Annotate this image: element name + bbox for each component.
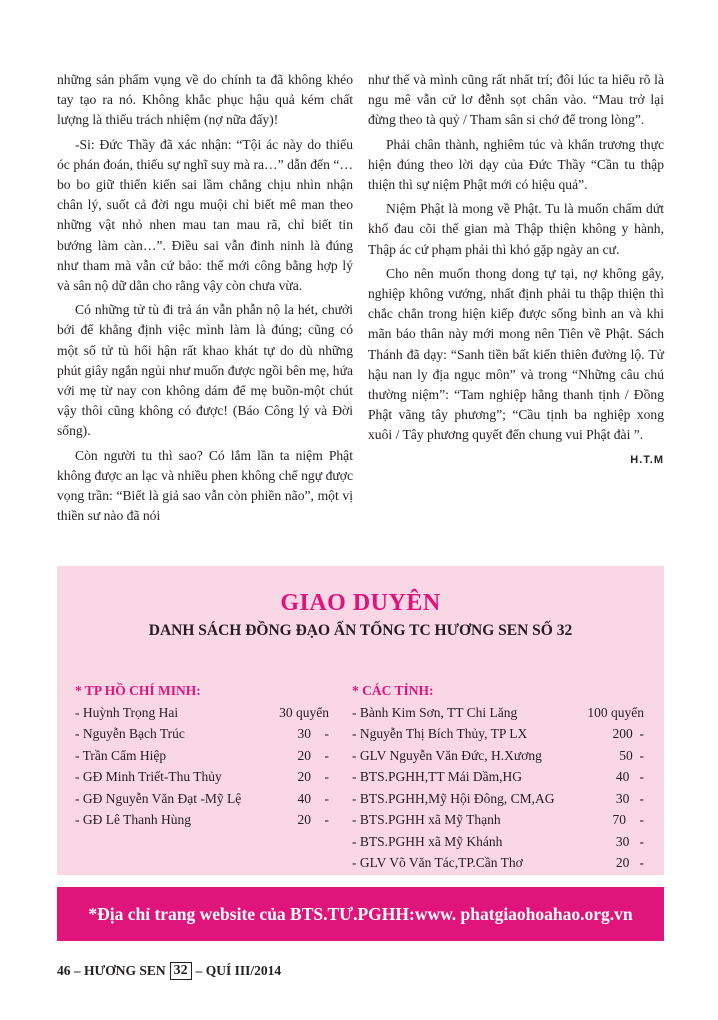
donor-amount: 30 - — [615, 790, 644, 806]
donor-row — [352, 788, 652, 810]
provinces-donor-list — [352, 680, 652, 874]
donor-amount: 20 - — [297, 747, 329, 763]
giao-duyen-title: GIAO DUYÊN — [280, 590, 441, 616]
donor-row — [352, 852, 652, 874]
article-paragraph: Phải chân thành, nghiêm túc và khẩn trương thực hiện đúng theo lời dạy của Đức Thầy “Cần tu thập thiện thì sự niệm Phật mới có hiệu quả”. — [368, 136, 664, 193]
donor-row — [352, 831, 652, 853]
donor-amount: 70 - — [612, 812, 644, 827]
donor-row — [352, 745, 652, 767]
donor-name: - BTS.PGHH,Mỹ Hội Đông, CM,AG — [352, 790, 555, 806]
footer-page-magazine: 46 – HƯƠNG SEN — [57, 963, 166, 978]
article-paragraph: Còn người tu thì sao? Có lắm lần ta niệm Phật không được an lạc và nhiều phen không chế ngự được vọng trần: “Biết là giả sao vẫn còn phiền não”, một vị thiền sư nào đã nói — [57, 447, 353, 524]
donor-name: - BTS.PGHH xã Mỹ Khánh — [352, 833, 503, 849]
donor-amount: 20 - — [615, 855, 644, 870]
donor-name: - Nguyễn Bạch Trúc — [75, 726, 185, 741]
donor-row — [75, 788, 337, 810]
donor-name: - GLV Nguyễn Văn Đức, H.Xương — [352, 747, 542, 763]
donor-name: - Bành Kim Sơn, TT Chi Lăng — [352, 704, 518, 720]
donor-name: - Huỳnh Trọng Hai — [75, 704, 179, 720]
donor-amount: 200 - — [612, 726, 644, 741]
article-right-column — [368, 70, 664, 470]
article-paragraph: như thế và mình cũng rất nhất trí; đôi lúc ta hiểu rõ là ngu mê vẫn cứ lơ đễnh sọt chân vào. “Mau trở lại đừng theo tà quỷ / Tham sân si chớ để trong lòng”. — [368, 72, 664, 128]
donor-amount: 20 - — [297, 769, 329, 784]
donor-name: - GLV Võ Văn Tác,TP.Cần Thơ — [352, 855, 523, 870]
provinces-heading: * CÁC TỈNH: — [352, 683, 434, 698]
donor-amount: 20 - — [297, 812, 329, 827]
donor-row — [75, 745, 337, 767]
donor-name: - GĐ Minh Triết-Thu Thủy — [75, 769, 222, 784]
donor-name: - GĐ Nguyễn Văn Đạt -Mỹ Lệ — [75, 790, 242, 806]
issue-number-box: 32 — [170, 962, 192, 980]
donor-amount: 50 - — [619, 747, 644, 763]
hcm-donor-list — [75, 680, 337, 831]
page-footer — [57, 962, 281, 980]
donor-amount: 30 - — [615, 833, 644, 849]
donor-amount: 30 quyển — [279, 704, 329, 720]
donor-amount: 100 quyển — [587, 704, 644, 720]
article-paragraph: Niệm Phật là mong về Phật. Tu là muốn chấm dứt khổ đau cõi thế gian mà Thập thiện không y hành, Thập ác cứ phạm phải thì khó gặp ngày an cư. — [368, 201, 664, 257]
website-banner-text: *Địa chỉ trang website của BTS.TƯ.PGHH:www. phatgiaohoahao.org.vn — [88, 903, 633, 924]
donor-name: - Trần Cẩm Hiệp — [75, 747, 167, 763]
donor-row — [75, 702, 337, 724]
giao-duyen-box — [57, 566, 664, 875]
donor-row — [352, 809, 652, 831]
hcm-heading: * TP HỒ CHÍ MINH: — [75, 683, 201, 698]
donor-amount: 30 - — [297, 726, 329, 741]
donor-amount: 40 - — [297, 790, 329, 806]
donor-name: - BTS.PGHH xã Mỹ Thạnh — [352, 812, 501, 827]
donor-name: - BTS.PGHH,TT Mái Dầm,HG — [352, 769, 522, 784]
author-signature: H.T.M — [630, 453, 664, 466]
article-paragraph: -Si: Đức Thầy đã xác nhận: “Tội ác này do thiếu óc phán đoán, thiếu sự nghĩ suy mà ra…” dẫn đến “…bo bo giữ thiển kiến sai lầm chẳng chịu nhìn nhận chân lý, suốt cả đời ngu muội chỉ biết mê man theo những vật nhỏ nhen mau tan mau rã, chỉ biết tin bướng làm càn…”. Điều sai vẫn đinh ninh là đúng như tham mà vẫn cứ bảo: thế mới công bằng hợp lý và sân nộ dữ dằn cho rằng vậy còn chưa vừa. — [57, 136, 353, 294]
donor-row — [352, 702, 652, 724]
donor-row — [75, 723, 337, 745]
donor-name: - Nguyễn Thị Bích Thủy, TP LX — [352, 726, 528, 741]
donor-row — [75, 809, 337, 831]
article-paragraph: những sản phẩm vụng về do chính ta đã không khéo tay tạo ra nó. Không khắc phục hậu quả kém chất lượng là thiếu trách nhiệm (nợ nữa đấy)! — [57, 72, 353, 128]
donor-row — [75, 766, 337, 788]
website-banner — [57, 887, 664, 941]
donor-amount: 40 - — [615, 769, 644, 784]
donor-name: - GĐ Lê Thanh Hùng — [75, 812, 191, 827]
article-paragraph: Cho nên muốn thong dong tự tại, nợ không gây, nghiệp không vướng, nhất định phải tu thập thiện thì chắc chắn trong hiện kiếp được sống bình an và khi mãn báo thân này mới mong nên Tiên về Phật. Sách Thánh đã dạy: “Sanh tiền bất kiến thiên đường lộ. Tử hậu nan ly địa ngục môn” và trong “Những câu chú thường niệm”: “Tam nghiệp hằng thanh tịnh / Đồng Phật vãng tây phương”; “Cầu tịnh ba nghiệp xong xuôi / Tây phương quyết đến chung vui Phật đài ”. — [368, 265, 664, 443]
footer-quarter: – QUÍ III/2014 — [195, 963, 282, 978]
donor-list-subtitle: DANH SÁCH ĐỒNG ĐẠO ẤN TỐNG TC HƯƠNG SEN SỐ 32 — [148, 622, 573, 639]
donor-row — [352, 766, 652, 788]
article-left-column — [57, 70, 353, 530]
donor-row — [352, 723, 652, 745]
article-paragraph: Có những tử tù đi trả án vẫn phẫn nộ la hét, chưởi bới để khẳng định việc mình làm là đúng; cũng có một số tử tù hối hận rất khao khát tự do dù những phút giây ngắn ngủi như muốn được ngồi bên mẹ, hứa với mẹ từ nay con không dám để mẹ buồn-một chút vậy thôi cũng không có được! (Báo Công lý và Đời sống). — [57, 302, 353, 439]
